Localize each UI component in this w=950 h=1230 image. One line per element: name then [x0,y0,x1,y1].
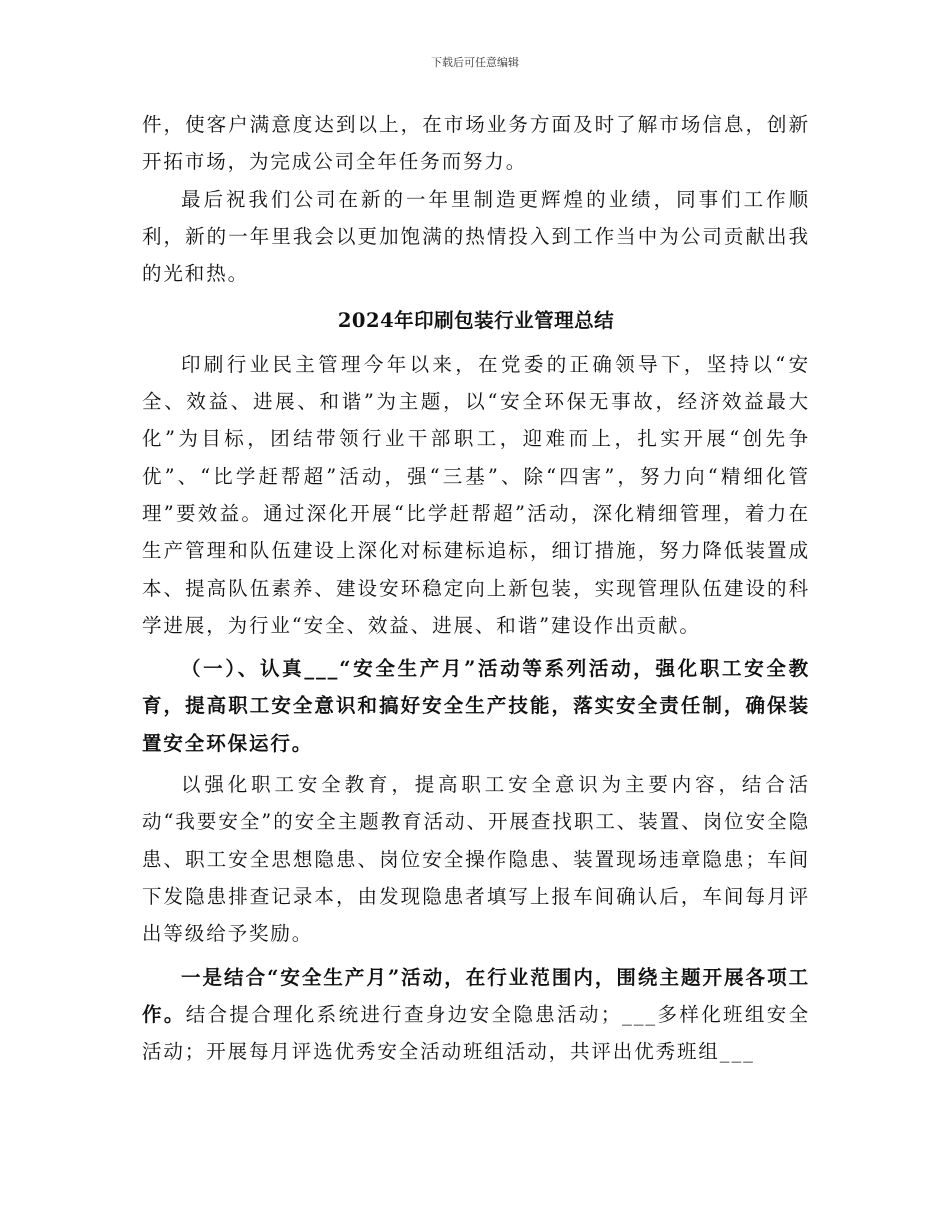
paragraph-continuation: 件，使客户满意度达到以上，在市场业务方面及时了解市场信息，创新开拓市场，为完成公司全年任务而努力。 [142,113,810,174]
paragraph-safety-education: 以强化职工安全教育，提高职工安全意识为主要内容，结合活动“我要安全”的安全主题教育活动、开展查找职工、装置、岗位安全隐患、职工安全思想隐患、岗位安全操作隐患、装置现场违章隐患；车间下发隐患排查记录本，由发现隐患者填写上报车间确认后，车间每月评出等级给予奖励。 [142,773,810,946]
page-header: 下载后可任意编辑 [431,56,519,69]
paragraph-safety-month-lead: 一是结合“安全生产月”活动，在行业范围内，围绕主题开展各项工作。 [142,965,810,1026]
paragraph-closing-wishes: 最后祝我们公司在新的一年里制造更辉煌的业绩，同事们工作顺利，新的一年里我会以更加饱满的热情投入到工作当中为公司贡献出我的光和热。 [142,187,810,286]
paragraph-safety-month-body: 结合提合理化系统进行查身边安全隐患活动；___多样化班组安全活动；开展每月评选优秀安全活动班组活动，共评出优秀班组___ [142,1002,810,1064]
document-body [142,106,810,1070]
paragraph-heading-one: （一）、认真___“安全生产月”活动等系列活动，强化职工安全教育，提高职工安全意识和搞好安全生产技能，落实安全责任制，确保装置安全环保运行。 [142,657,810,755]
section-title: 2024年印刷包装行业管理总结 [337,309,615,333]
paragraph-safety-month [142,959,810,1071]
paragraph-introduction: 印刷行业民主管理今年以来，在党委的正确领导下，坚持以“安全、效益、进展、和谐”为主题，以“安全环保无事故，经济效益最大化”为目标，团结带领行业干部职工，迎难而上，扎实开展“创先争优”、“比学赶帮超”活动，强“三基”、除“四害”，努力向“精细化管理”要效益。通过深化开展“比学赶帮超”活动，深化精细管理，着力在生产管理和队伍建设上深化对标建标追标，细订措施，努力降低装置成本、提高队伍素养、建设安环稳定向上新包装，实现管理队伍建设的科学进展，为行业“安全、效益、进展、和谐”建设作出贡献。 [142,352,810,637]
